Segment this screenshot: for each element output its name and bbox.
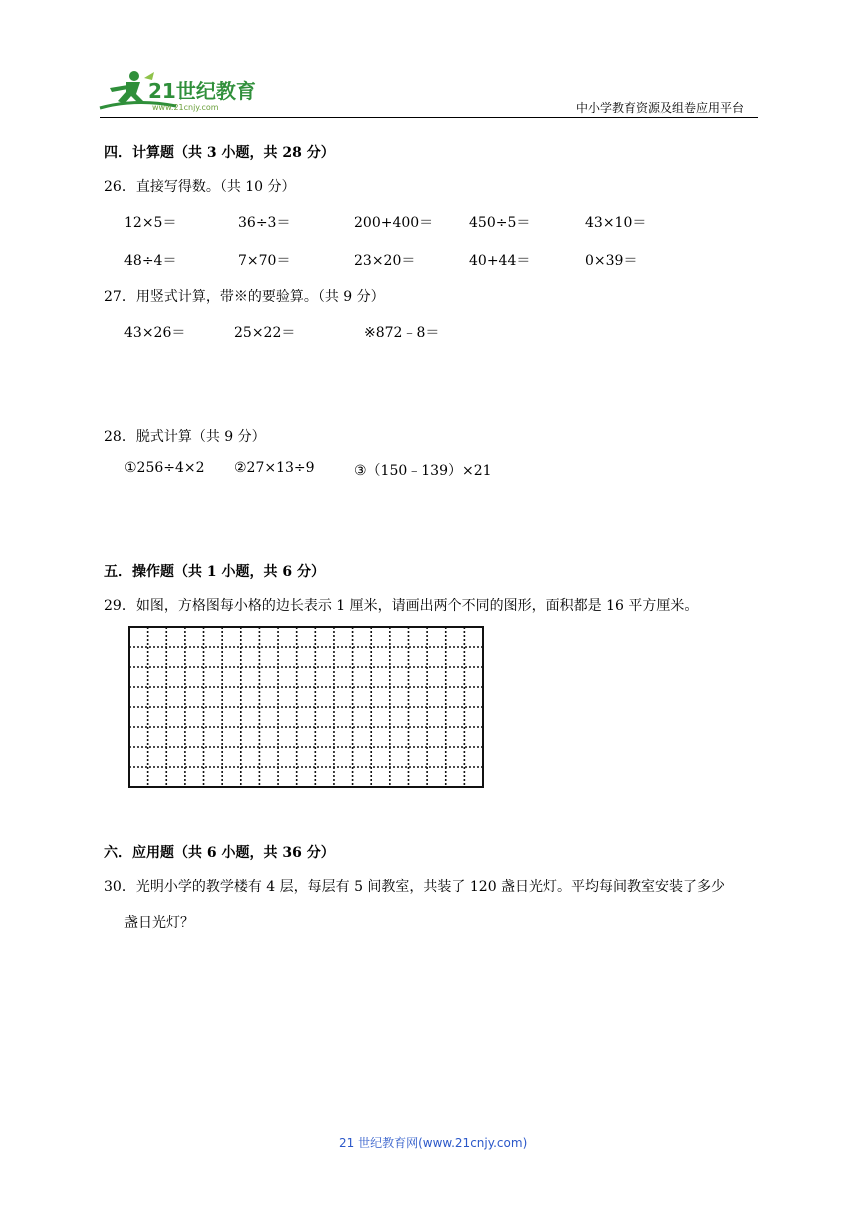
q26-item: 450÷5＝ xyxy=(469,215,531,231)
q27-item: 25×22＝ xyxy=(234,325,296,341)
header-divider xyxy=(100,117,758,118)
q26-item: 48÷4＝ xyxy=(124,253,177,269)
q26-item: 0×39＝ xyxy=(585,253,638,269)
logo-subtext: www.21cnjy.com xyxy=(152,103,219,112)
q26-item: 36÷3＝ xyxy=(238,215,291,231)
q26-prompt: 26．直接写得数。（共 10 分） xyxy=(104,179,296,195)
section-5-title: 五．操作题（共 1 小题，共 6 分） xyxy=(104,564,325,580)
square-grid-figure xyxy=(126,624,486,790)
logo-text: 21世纪教育 xyxy=(148,79,256,103)
q29-prompt: 29．如图，方格图每小格的边长表示 1 厘米，请画出两个不同的图形，面积都是 16 平方厘米。 xyxy=(104,598,699,614)
q26-item: 7×70＝ xyxy=(238,253,291,269)
platform-name: 中小学教育资源及组卷应用平台 xyxy=(576,101,745,115)
q30-text-line-1: 30．光明小学的教学楼有 4 层，每层有 5 间教室，共装了 120 盏日光灯。平均每间教室安装了多少 xyxy=(104,879,726,895)
q26-item: 43×10＝ xyxy=(585,215,647,231)
q26-item: 40+44＝ xyxy=(469,253,531,269)
section-6-title: 六．应用题（共 6 小题，共 36 分） xyxy=(104,845,335,861)
q28-item: ①256÷4×2 xyxy=(124,460,205,476)
q27-item: 43×26＝ xyxy=(124,325,186,341)
q27-prompt: 27．用竖式计算，带※的要验算。（共 9 分） xyxy=(104,289,385,305)
q27-item: ※872﹣8＝ xyxy=(364,325,440,341)
q28-item: ③（150﹣139）×21 xyxy=(354,463,492,479)
q26-item: 23×20＝ xyxy=(354,253,416,269)
q26-item: 200+400＝ xyxy=(354,215,434,231)
footer-text: 21 世纪教育网(www.21cnjy.com) xyxy=(339,1136,528,1150)
section-4-title: 四．计算题（共 3 小题，共 28 分） xyxy=(104,145,335,161)
q30-text-line-2: 盏日光灯？ xyxy=(124,915,194,931)
q26-item: 12×5＝ xyxy=(124,215,177,231)
site-logo xyxy=(96,68,266,114)
q28-item: ②27×13÷9 xyxy=(234,460,315,476)
q28-prompt: 28．脱式计算（共 9 分） xyxy=(104,429,266,445)
